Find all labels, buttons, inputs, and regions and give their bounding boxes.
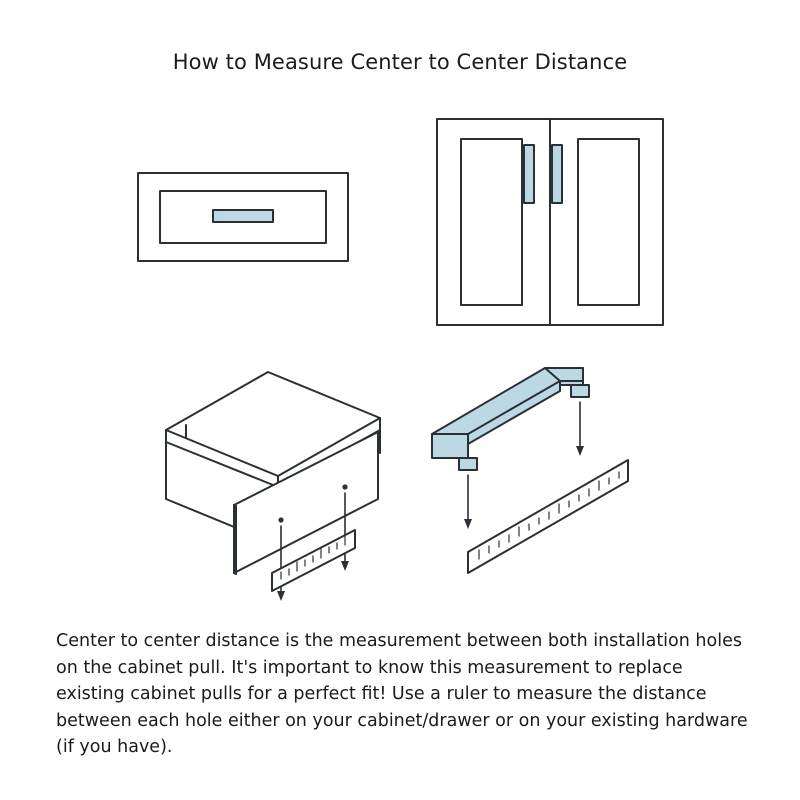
ruler-right [468,460,628,573]
diagram-svg [0,95,800,615]
caption-text: Center to center distance is the measurement between both installation holes on the cabinet pull. It's important to know this measurement to replace existing cabinet pulls for a perfect fit! Use a ruler to measure the distance between each hole either on your cabinet/drawer or on your existing hardware (if you have). [56,631,748,758]
right-door-bar-pull [552,145,562,203]
diagram-area [0,95,800,615]
right-door-panel [578,139,639,305]
page-title: How to Measure Center to Center Distance [172,50,628,74]
drawer-hole-left [278,517,283,522]
figure-pull-hardware-with-ruler [432,368,628,573]
left-door-bar-pull [524,145,534,203]
drawer-hole-right [342,484,347,489]
left-door-panel [461,139,522,305]
pull-post-left [459,458,477,470]
figure-drawer-front-with-pull [138,173,348,261]
cabinet-pull-hardware [432,368,589,470]
pull-post-right [571,385,589,397]
drawer-bar-pull [213,210,273,222]
figure-drawer-box-with-ruler [166,372,380,601]
figure-cabinet-doors-with-pulls [437,119,663,325]
